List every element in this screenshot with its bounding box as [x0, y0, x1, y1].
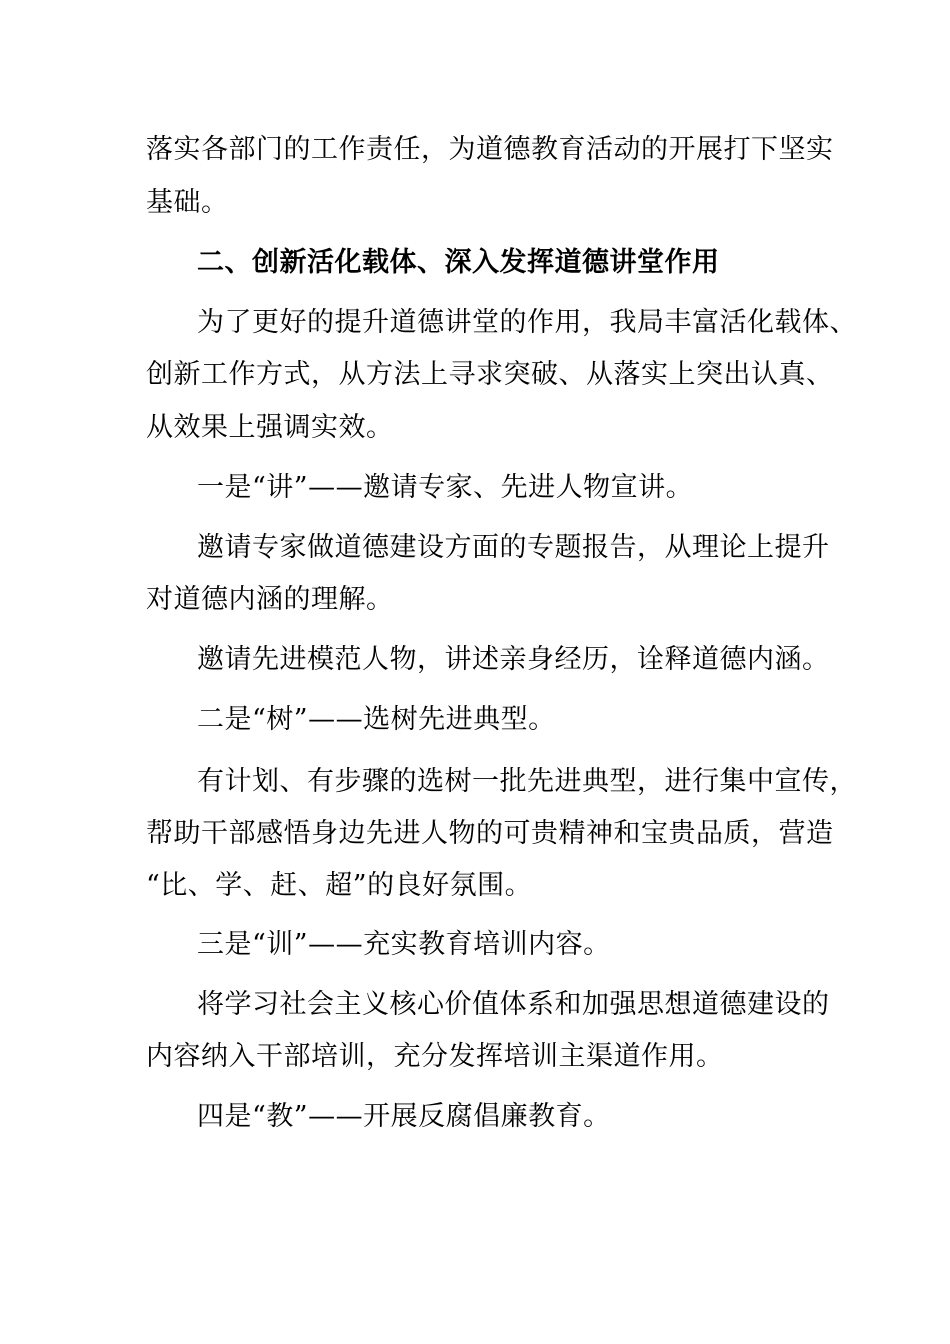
body-text-line: 内容纳入干部培训，充分发挥培训主渠道作用。: [146, 1041, 724, 1072]
body-text-line: 将学习社会主义核心价值体系和加强思想道德建设的: [197, 989, 830, 1020]
body-text-line: 邀请专家做道德建设方面的专题报告，从理论上提升: [197, 532, 830, 563]
body-text-line: 创新工作方式，从方法上寻求突破、从落实上突出认真、: [146, 359, 834, 390]
body-text-line: 一是“讲”——邀请专家、先进人物宣讲。: [197, 472, 694, 503]
body-text-line: “比、学、赶、超”的良好氛围。: [146, 870, 533, 901]
body-text-line: 基础。: [146, 187, 229, 218]
section-heading: 二、创新活化载体、深入发挥道德讲堂作用: [197, 247, 720, 278]
body-text-line: 二是“树”——选树先进典型。: [197, 704, 556, 735]
body-text-line: 有计划、有步骤的选树一批先进典型，进行集中宣传，: [197, 766, 857, 797]
body-text-line: 三是“训”——充实教育培训内容。: [197, 929, 611, 960]
body-text-line: 为了更好的提升道德讲堂的作用，我局丰富活化载体、: [197, 307, 857, 338]
body-text-line: 邀请先进模范人物，讲述亲身经历，诠释道德内涵。: [197, 644, 830, 675]
body-text-line: 对道德内涵的理解。: [146, 584, 394, 615]
body-text-line: 从效果上强调实效。: [146, 412, 394, 443]
body-text-line: 四是“教”——开展反腐倡廉教育。: [197, 1101, 611, 1132]
body-text-line: 落实各部门的工作责任，为道德教育活动的开展打下坚实: [146, 134, 834, 165]
body-text-line: 帮助干部感悟身边先进人物的可贵精神和宝贵品质，营造: [146, 818, 834, 849]
